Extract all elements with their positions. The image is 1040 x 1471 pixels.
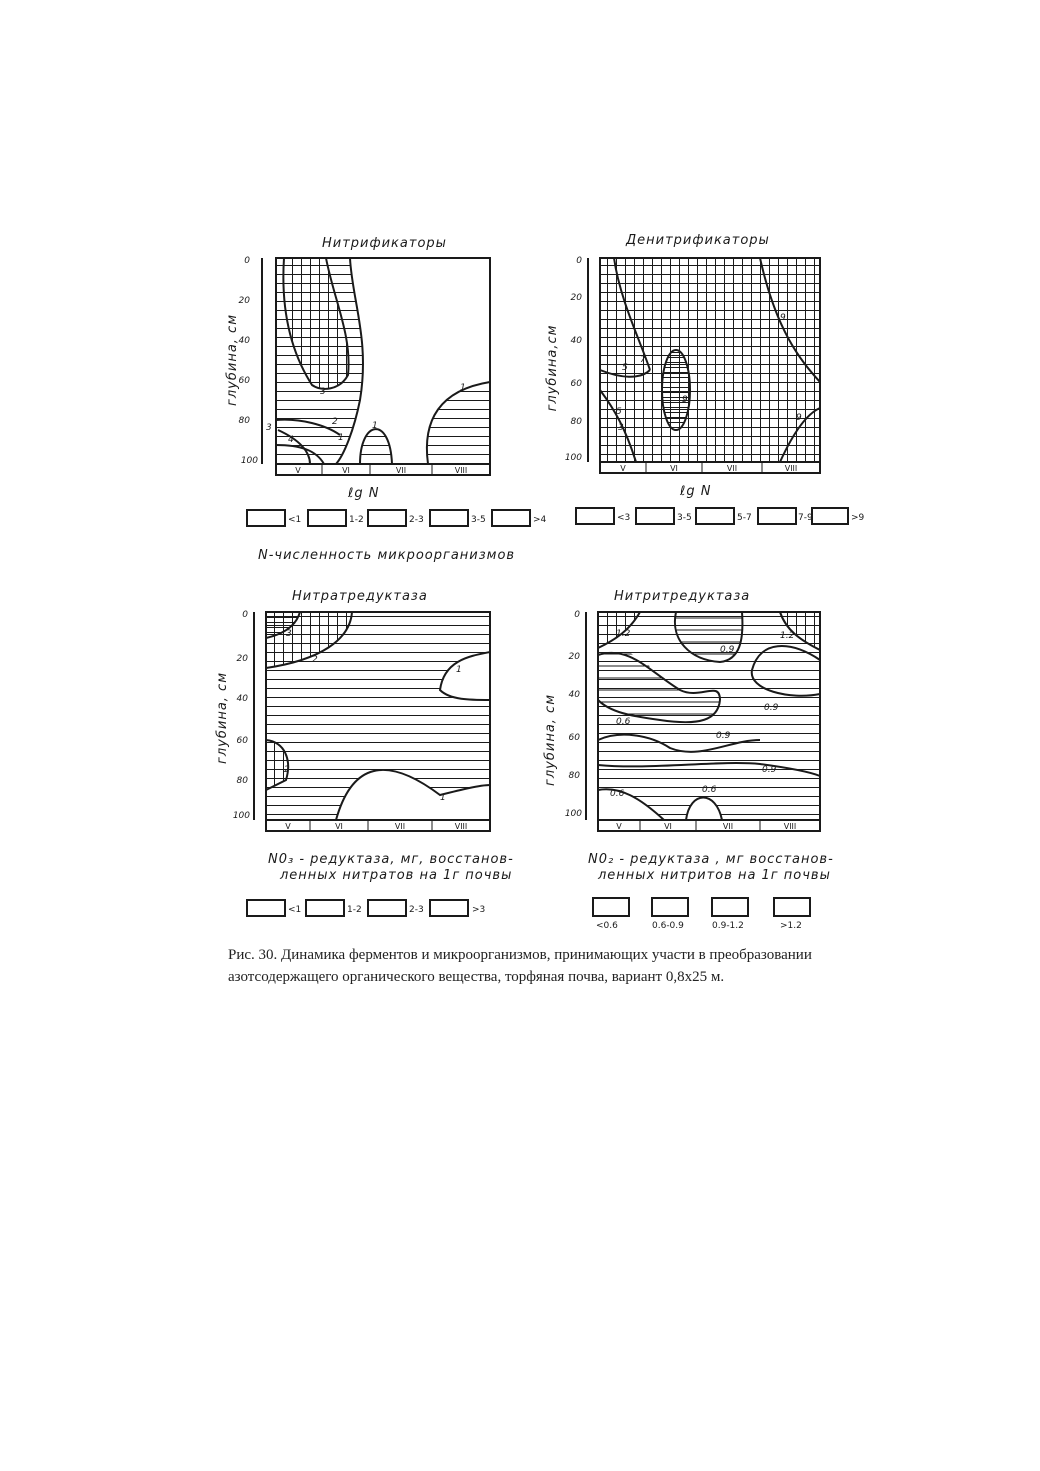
legend-label: 3-5 [677,513,692,523]
contour-label: 0.9 [720,645,735,655]
panel-nitrate-reductase [215,589,514,916]
contour-label: 1.2 [780,631,795,641]
x-tick: V [616,822,622,831]
y-tick: 80 [236,776,248,786]
y-tick: 60 [238,376,250,386]
y-tick: 40 [570,336,582,346]
contour-label: 4 [288,435,294,445]
x-tick: V [295,466,301,475]
x-tick: VI [670,464,678,473]
y-tick: 100 [240,456,258,466]
legend-label: >4 [533,515,547,525]
legend-label: 1-2 [347,905,362,915]
x-tick: VIII [783,822,797,831]
legend-label: <1 [288,515,302,525]
y-tick: 20 [236,654,248,664]
legend-label: 3-5 [471,515,486,525]
contour-label: 1 [460,383,466,393]
y-tick: 60 [236,736,248,746]
contour-label: 0.9 [762,765,777,775]
region-1-2 [360,429,392,464]
legend-label: 2-3 [409,515,424,525]
x-tick: VI [342,466,350,475]
x-tick: VIII [454,822,468,831]
y-axis-label: глубина, см [225,314,240,406]
legend-label: 7-9 [798,513,813,523]
contour-label: 7 [640,355,646,365]
contour-label: 9 [682,395,688,405]
x-tick: VII [726,464,738,473]
contour-label: 0.9 [716,731,731,741]
x-tick: VI [335,822,343,831]
y-tick: 20 [568,652,580,662]
y-axis-label: глубина, см [543,694,558,786]
contour-label: 1.2 [616,629,631,639]
x-axis-label: ℓg N [348,486,380,501]
panel-nitrifiers [225,236,547,526]
y-axis-label: глубина, см [215,672,230,764]
legend [576,508,865,524]
x-tick: V [285,822,291,831]
y-tick: 0 [576,256,582,266]
legend-label: >1.2 [780,921,802,931]
x-tick: VII [394,822,406,831]
contour-label: 3 [286,629,292,639]
contour-label: 0.6 [702,785,717,795]
y-tick: 20 [570,293,582,303]
contour-label: 0.6 [610,789,625,799]
panel-denitrifiers [545,233,865,524]
legend-label: 0.6-0.9 [652,921,684,931]
contour-label: 2 [332,417,338,427]
legend [247,900,485,916]
y-tick: 40 [568,690,580,700]
panel-nitrite-reductase [543,589,834,931]
x-tick: VI [664,822,672,831]
y-tick: 100 [564,809,582,819]
y-tick: 60 [570,379,582,389]
legend [593,898,810,931]
x-tick: VII [395,466,407,475]
y-tick: 20 [238,296,250,306]
unit-note-line1: N0₂ - редуктаза , мг восстанов- [588,852,834,867]
contour-label: 1 [338,433,344,443]
figure-caption: Рис. 30. Динамика ферментов и микроорганизмов, принимающих участи в преобразовании азотсодержащего органического вещества, торфяная почва, вариант 0,8х25 м. [228,947,812,985]
y-tick: 0 [242,610,248,620]
region-1-2 [427,382,490,464]
x-axis-label: ℓg N [680,484,712,499]
legend-label: >3 [472,905,486,915]
legend-label: 2-3 [409,905,424,915]
contour-label: 9 [796,413,802,423]
y-tick: 0 [574,610,580,620]
panel-title: Нитрификаторы [322,236,447,251]
panel-title: Денитрификаторы [626,233,770,248]
y-tick: 100 [232,811,250,821]
y-tick: 0 [244,256,250,266]
legend-label: 5-7 [737,513,752,523]
contour-label: 1 [456,665,462,675]
unit-note-line2: ленных нитритов на 1г почвы [598,868,831,883]
contour-label: 1 [440,793,446,803]
panel-title: Нитритредуктаза [614,589,751,604]
y-tick: 80 [238,416,250,426]
legend-label: <1 [288,905,302,915]
legend-label: 1-2 [349,515,364,525]
contour-label: 1 [372,421,378,431]
contour-label: 5 [616,407,622,417]
x-tick: VII [722,822,734,831]
y-tick: 80 [568,771,580,781]
contour-label: 3 [266,423,272,433]
legend-label: 0.9-1.2 [712,921,744,931]
legend [247,510,547,526]
y-tick: 40 [238,336,250,346]
unit-note-line1: N0₃ - редуктаза, мг, восстанов- [268,852,514,867]
legend-label: <3 [617,513,631,523]
contour-label: 0.6 [616,717,631,727]
y-axis-label: глубина,см [545,324,560,412]
contour-label: 2 [312,655,318,665]
y-tick: 60 [568,733,580,743]
contour-label: 3 [618,423,624,433]
x-tick: VIII [454,466,468,475]
x-tick: V [620,464,626,473]
contour-label: 9 [780,313,786,323]
y-tick: 40 [236,694,248,704]
contour-label: 3 [320,387,326,397]
x-tick: VIII [784,464,798,473]
panel-title: Нитратредуктаза [292,589,428,604]
shared-note: N-численность микроорганизмов [258,548,516,563]
legend-label: <0.6 [596,921,618,931]
y-tick: 100 [564,453,582,463]
contour-label: 5 [622,363,628,373]
legend-label: >9 [851,513,865,523]
y-tick: 80 [570,417,582,427]
contour-label: 0.9 [764,703,779,713]
contour-label: 2 [284,765,290,775]
unit-note-line2: ленных нитратов на 1г почвы [280,868,513,883]
